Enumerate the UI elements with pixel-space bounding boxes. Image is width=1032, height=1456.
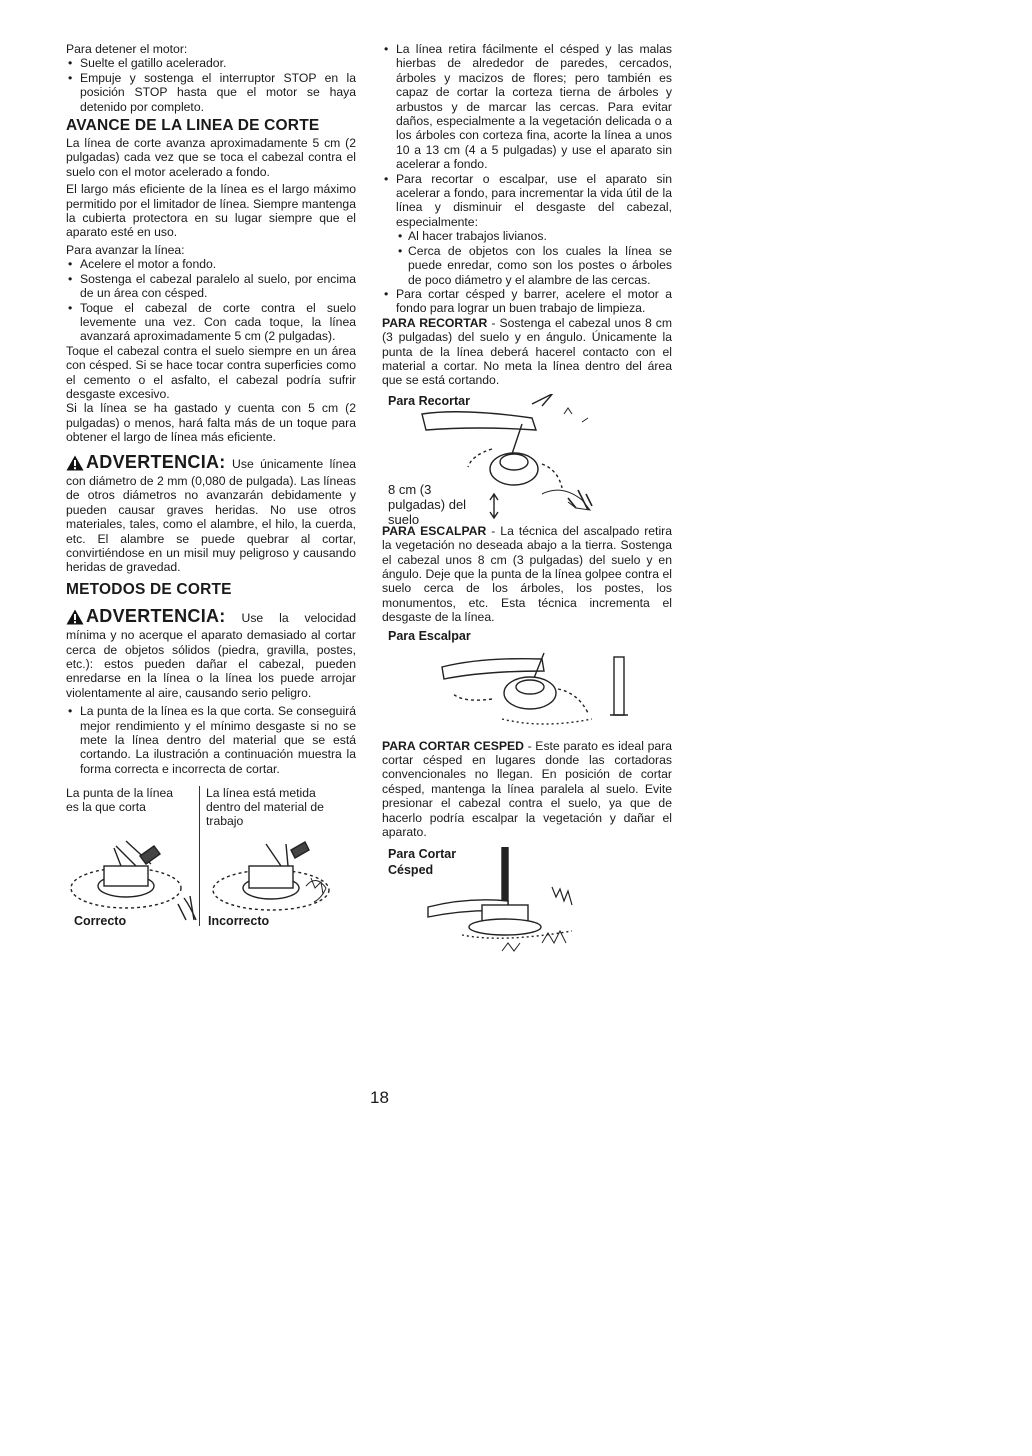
warning-block xyxy=(66,605,356,700)
left-column xyxy=(66,42,356,934)
right-column xyxy=(382,42,672,967)
cesped-figure xyxy=(382,847,672,967)
recortar-figure xyxy=(382,393,672,527)
warning-triangle-icon xyxy=(66,609,84,628)
escalpar-text: - La técnica del ascalpado retira la vegetación no deseada abajo a la tierra. Sostenga el cabezal unos 8 cm (3 pulgadas) del suelo y en ángulo. Deje que la punta de la línea golpee contra el suelo cerca de los árboles, los postes, los monumentos, etc. Esta técnica incrementa el desgaste de la línea. xyxy=(382,523,672,625)
usage-list xyxy=(382,42,672,316)
escalpar-caption: Para Escalpar xyxy=(388,628,471,643)
recortar-lead: PARA RECORTAR xyxy=(382,315,488,330)
sub-list-item: • Cerca de objetos con los cuales la línea se puede enredar, como son los postes o árboles de poco diámetro y el alambre de las cercas. xyxy=(396,244,672,287)
list-item-text: Para recortar o escalpar, use el aparato sin acelerar a fondo, para incrementar la vida útil de la línea y disminuir el desgaste del cabezal, especialmente: xyxy=(396,171,672,229)
list-item: • Toque el cabezal de corte contra el suelo levemente una vez. Con cada toque, la línea avanzará aproximadamente 5 cm (2 pulgadas). xyxy=(66,301,356,344)
page-number: 18 xyxy=(370,1088,389,1107)
warning-triangle-icon xyxy=(66,455,84,474)
escalpar-figure xyxy=(382,629,672,737)
fig-left-text: La punta de la línea es la que corta xyxy=(66,786,174,815)
list-item: • Suelte el gatillo acelerador. xyxy=(66,56,356,70)
cutting-comparison-figure xyxy=(66,786,356,934)
list-item: • Sostenga el cabezal paralelo al suelo, por encima de un área con césped. xyxy=(66,272,356,301)
recortar-paragraph xyxy=(382,316,672,388)
methods-heading: METODOS DE CORTE xyxy=(66,580,232,598)
list-item: • Empuje y sostenga el interruptor STOP en la posición STOP hasta que el motor se haya detenido por completo. xyxy=(66,71,356,114)
fig-right-text: La línea está metida dentro del material de trabajo xyxy=(206,786,324,829)
list-item: • Para cortar césped y barrer, acelere el motor a fondo para lograr un buen trabajo de limpieza. xyxy=(382,287,672,316)
methods-list xyxy=(66,704,356,776)
sub-list-item: • Al hacer trabajos livianos. xyxy=(396,229,672,243)
correct-label: Correcto xyxy=(74,914,127,929)
cesped-text: - Este parato es ideal para cortar césped en lugares donde las cortadoras convencionales no llegan. En posición de cortar césped, mantenga la línea paralela al suelo. Evite presionar el cabezal contra el suelo, ya que de hacerlo podría escalpar la vegetación y dañar el aparato. xyxy=(382,738,672,840)
trimmer-head-illustration xyxy=(66,786,356,934)
escalpar-paragraph xyxy=(382,524,672,625)
escalpar-lead: PARA ESCALPAR xyxy=(382,523,487,538)
advance-paragraph: El largo más eficiente de la línea es el largo máximo permitido por el limitador de línea. Siempre mantenga la cubierta protectora en su lugar siempre que el aparato esté en uso. xyxy=(66,182,356,240)
advance-paragraph: Si la línea se ha gastado y cuenta con 5 cm (2 pulgadas) o menos, hará falta más de un toque para obtener el largo de línea más eficiente. xyxy=(66,401,356,445)
cesped-paragraph xyxy=(382,739,672,840)
stop-list xyxy=(66,56,356,114)
escalpar-illustration xyxy=(382,629,672,737)
cesped-caption-line2: Césped xyxy=(388,863,434,878)
list-item: • La punta de la línea es la que corta. Se conseguirá mejor rendimiento y el mínimo desgaste si no se mete la línea dentro del material que se está cortando. La ilustración a continuación muestra la forma correcta e incorrecta de cortar. xyxy=(66,704,356,776)
cesped-caption-line1: Para Cortar xyxy=(388,847,457,862)
warning-title: ADVERTENCIA: xyxy=(86,605,226,626)
warning-text: Use la velocidad mínima y no acerque el aparato demasiado al cortar cerca de objetos sólidos (piedra, gravilla, postes, etc.): estos pueden dañar el cabezal, pueden enredarse en la línea o la línea los puede arrojar violentamente al aire, causando serio peligro. xyxy=(66,610,356,700)
advance-heading: AVANCE DE LA LINEA DE CORTE xyxy=(66,117,320,135)
recortar-text: - Sostenga el cabezal unos 8 cm (3 pulgadas) del suelo y en ángulo. Únicamente la punta de la línea deberá hacerel contacto con el material a cortar. No meta la línea dentro del área que se está cortando. xyxy=(382,315,672,388)
advance-paragraph: Toque el cabezal contra el suelo siempre en un área con césped. Si se hace tocar contra superficies como el cemento o el asfalto, el cabezal podría sufrir desgaste excesivo. xyxy=(66,343,356,401)
recortar-caption: Para Recortar xyxy=(388,393,470,408)
cesped-lead: PARA CORTAR CESPED xyxy=(382,738,524,753)
list-item xyxy=(382,172,672,287)
warning-text: Use únicamente línea con diámetro de 2 mm (0,080 de pulgada). Las líneas de otros diámetros no avanzarán debidamente y pueden causar graves heridas. No use otros materiales, tales, como el alambre, el hilo, la cuerda, etc. El alambre se puede quebrar al cortar, convirtiéndose en un misil muy peligroso y causando heridas de gravedad. xyxy=(66,456,357,575)
incorrect-label: Incorrecto xyxy=(208,914,270,929)
advance-paragraph: La línea de corte avanza aproximadamente 5 cm (2 pulgadas) cada vez que se toca el cabezal contra el suelo con el motor acelerado a fondo. xyxy=(66,136,356,179)
warning-block xyxy=(66,451,357,575)
sub-list xyxy=(396,229,672,287)
warning-title: ADVERTENCIA: xyxy=(86,451,226,472)
list-item: • La línea retira fácilmente el césped y las malas hierbas de alrededor de paredes, cercados, árboles y macizos de flores; pero también es capaz de cortar la corteza tierna de árboles y arbustos y de marcar las cercas. Para evitar daños, especialmente a la vegetación delicada o a los árboles con corteza fina, acorte la línea a unos 10 a 13 cm (4 a 5 pulgadas) y use el aparato sin acelerar a fondo. xyxy=(382,42,672,172)
advance-intro: Para avanzar la línea: xyxy=(66,242,185,257)
list-item: • Acelere el motor a fondo. xyxy=(66,257,356,271)
recortar-distance-label: 8 cm (3 pulgadas) del suelo xyxy=(388,481,467,527)
advance-list xyxy=(66,257,356,343)
stop-intro: Para detener el motor: xyxy=(66,42,188,56)
